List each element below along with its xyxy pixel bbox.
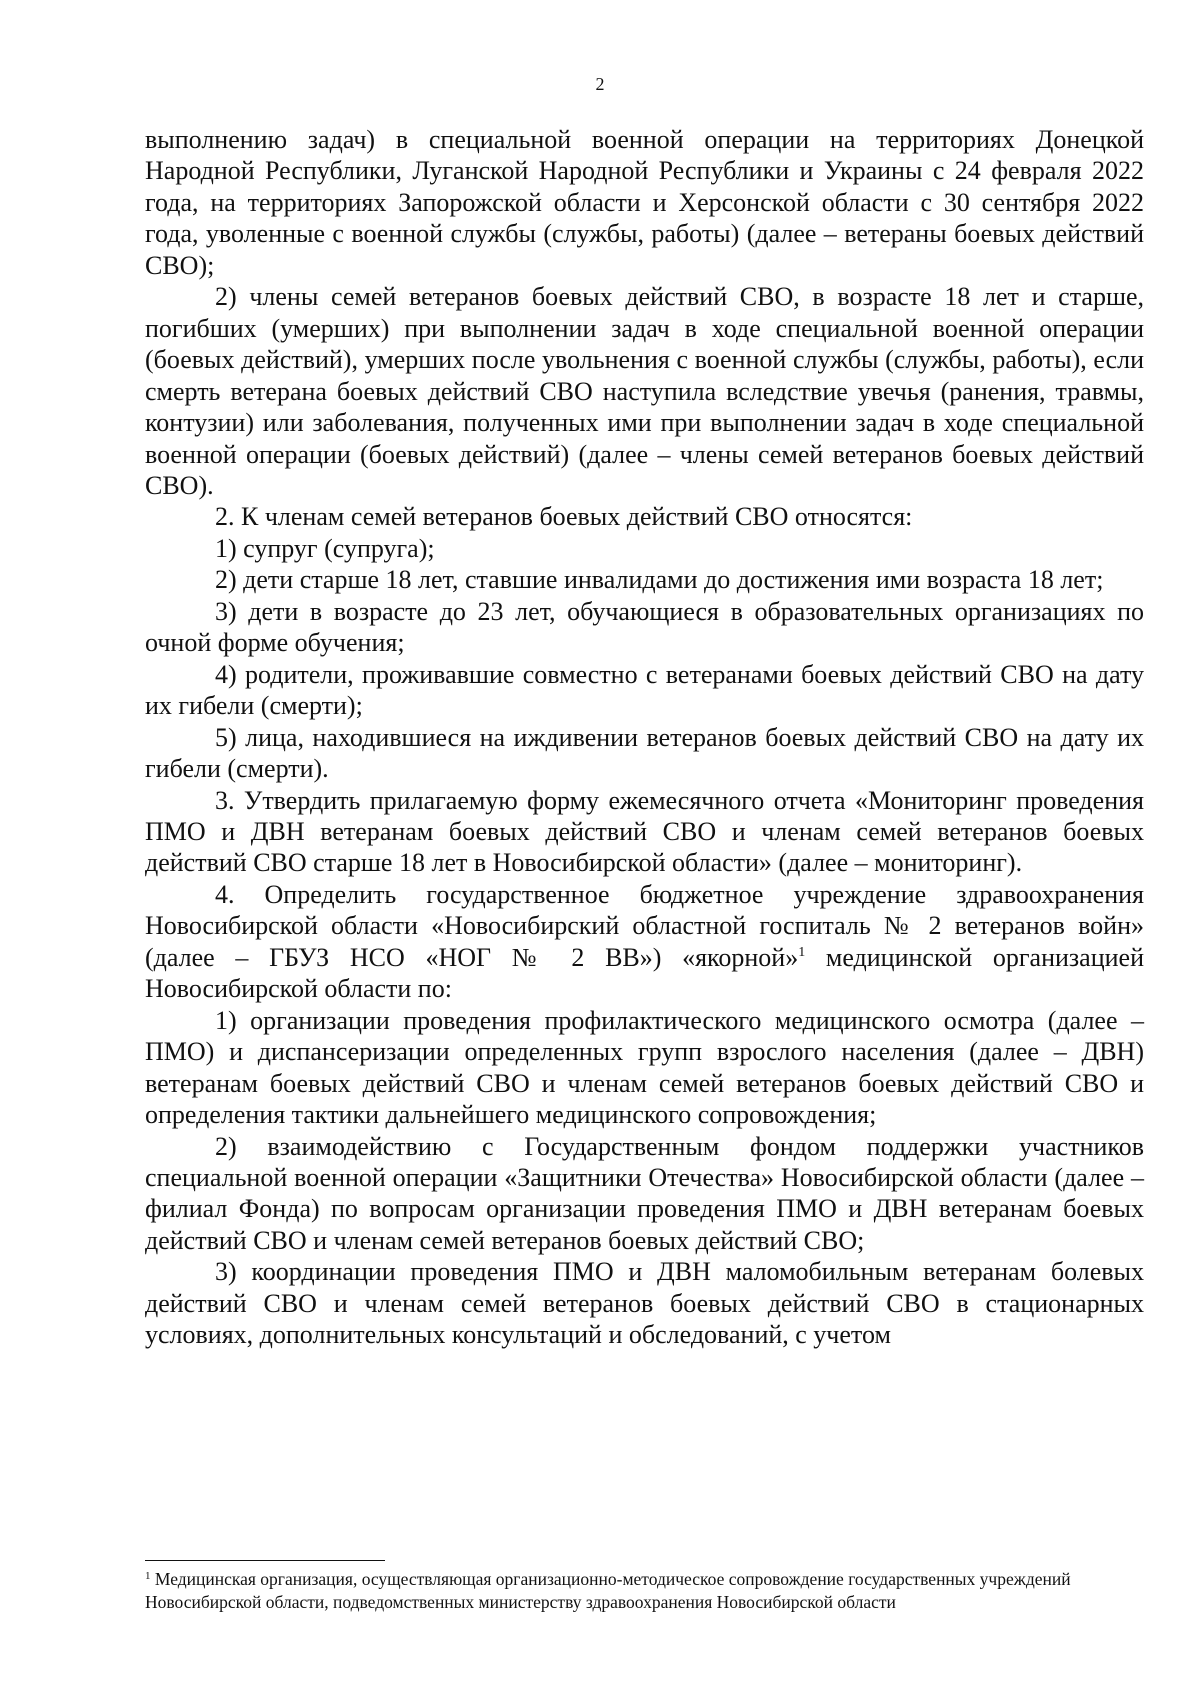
- page-number: 2: [595, 74, 605, 94]
- paragraph-clause-4: [145, 879, 1144, 1005]
- footnote: [145, 1568, 1144, 1614]
- footnote-text: Медицинская организация, осуществляющая организационно-методическое сопровождение государственных учреждений Новосибирской области, подведомственных министерству здравоохранения Новосибирской области: [145, 1569, 1071, 1612]
- footnote-reference: 1: [798, 944, 806, 960]
- paragraph-clause-2: 2. К членам семей ветеранов боевых действий СВО относятся:: [215, 502, 913, 532]
- paragraph-clause-3: 3. Утвердить прилагаемую форму ежемесячного отчета «Мониторинг проведения ПМО и ДВН ветеранам боевых действий СВО и членам семей ветеранов боевых действий СВО старше 18 лет в Новосибирской области» (далее – мониторинг).: [145, 785, 1144, 878]
- paragraph-item-spouse: 1) супруг (супруга);: [215, 533, 435, 563]
- paragraph-continuation: выполнению задач) в специальной военной операции на территориях Донецкой Народной Республики, Луганской Народной Республики и Украины с 24 февраля 2022 года, на территориях Запорожской области и Херсонской области с 30 сентября 2022 года, уволенные с военной службы (службы, работы) (далее – ветераны боевых действий СВО);: [145, 125, 1144, 280]
- paragraph-item-dependents: 5) лица, находившиеся на иждивении ветеранов боевых действий СВО на дату их гибели (смерти).: [145, 722, 1144, 784]
- paragraph-clause-4-tail: медицинской организацией Новосибирской области по:: [145, 942, 1144, 1004]
- footnote-separator: [145, 1560, 385, 1561]
- footnote-marker: 1: [145, 1570, 151, 1582]
- paragraph-sub-1-organization: 1) организации проведения профилактического медицинского осмотра (далее – ПМО) и диспансеризации определенных групп взрослого населения (далее – ДВН) ветеранам боевых действий СВО и членам семей ветеранов боевых действий СВО и определения тактики дальнейшего медицинского сопровождения;: [145, 1005, 1144, 1130]
- paragraph-item-2-family-members: 2) члены семей ветеранов боевых действий СВО, в возрасте 18 лет и старше, погибших (умерших) при выполнении задач в ходе специальной военной операции (боевых действий), умерших после увольнения с военной службы (службы, работы), если смерть ветерана боевых действий СВО наступила вследствие увечья (ранения, травмы, контузии) или заболевания, полученных ими при выполнении задач в ходе специальной военной операции (боевых действий) (далее – члены семей ветеранов боевых действий СВО).: [145, 282, 1144, 500]
- paragraph-sub-3-coordination: 3) координации проведения ПМО и ДВН маломобильным ветеранам болевых действий СВО и членам семей ветеранов боевых действий СВО в стационарных условиях, дополнительных консультаций и обследований, с учетом: [145, 1257, 1144, 1350]
- document-body: [145, 124, 1144, 1351]
- paragraph-item-students: 3) дети в возрасте до 23 лет, обучающиеся в образовательных организациях по очной форме обучения;: [145, 596, 1144, 658]
- paragraph-clause-4-text: 4. Определить государственное бюджетное учреждение здравоохранения Новосибирской области «Новосибирский областной госпиталь № 2 ветеранов войн» (далее – ГБУЗ НСО «НОГ № 2 ВВ») «якорной»: [145, 879, 1144, 972]
- paragraph-item-parents: 4) родители, проживавшие совместно с ветеранами боевых действий СВО на дату их гибели (смерти);: [145, 659, 1144, 721]
- paragraph-sub-2-interaction: 2) взаимодействию с Государственным фондом поддержки участников специальной военной операции «Защитники Отечества» Новосибирской области (далее – филиал Фонда) по вопросам организации проведения ПМО и ДВН ветеранам боевых действий СВО и членам семей ветеранов боевых действий СВО;: [145, 1131, 1144, 1255]
- paragraph-item-disabled-children: 2) дети старше 18 лет, ставшие инвалидами до достижения ими возраста 18 лет;: [215, 565, 1104, 595]
